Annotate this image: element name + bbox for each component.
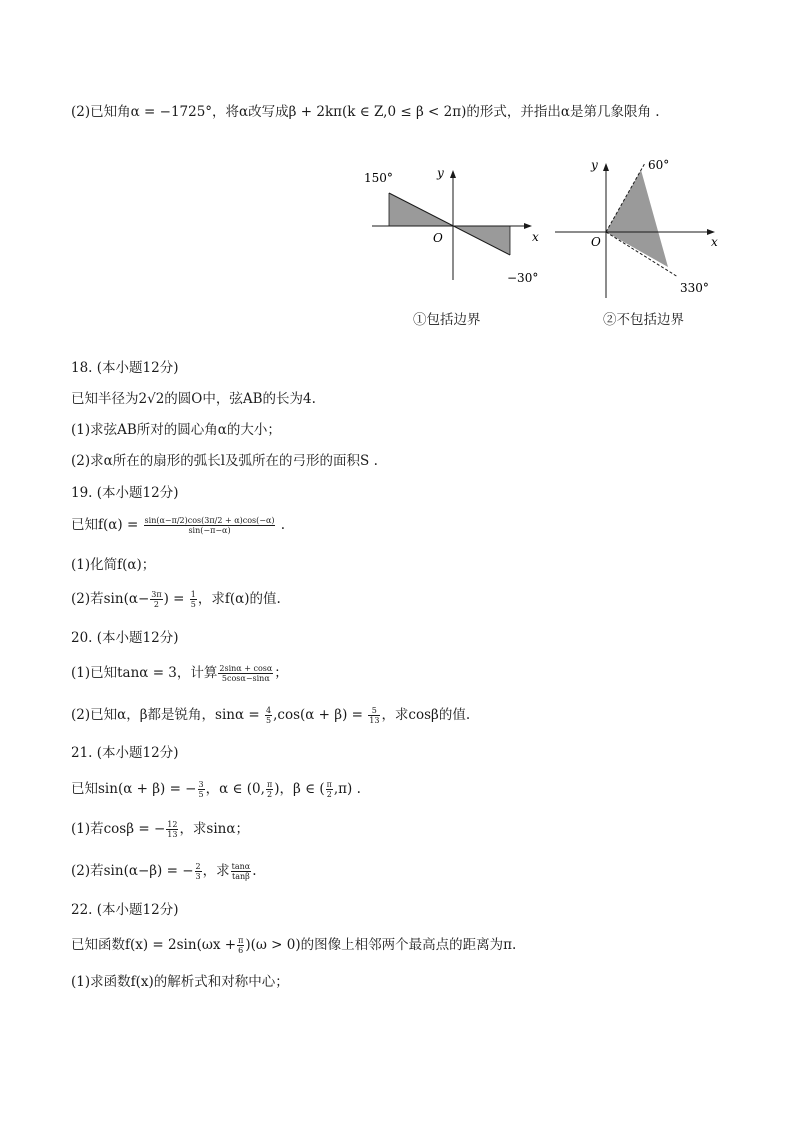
frac-num: 4 (266, 706, 272, 715)
q21-part1-suffix: ，求sinα； (179, 821, 249, 837)
frac-den: 13 (167, 830, 178, 839)
y-axis-arrow-icon (603, 163, 609, 171)
q22-stem (71, 936, 516, 955)
q22-stem-suffix: )(ω > 0)的图像上相邻两个最高点的距离为π. (245, 937, 517, 953)
frac-num: 1 (190, 590, 196, 599)
axis-y-label: y (437, 166, 444, 180)
q19-part2-prefix: (2)若sin(α− (71, 591, 150, 607)
q21-part2 (71, 862, 256, 881)
q21-stem (71, 780, 361, 799)
frac-num: 2 (195, 862, 201, 871)
frac-den: 2 (267, 790, 273, 799)
q21-stem-suffix: ,π) . (333, 781, 361, 797)
figure-1-angle-diagram (362, 160, 552, 300)
frac-den: 13 (369, 716, 380, 725)
frac-den: 2 (153, 600, 159, 609)
axis-x-label: x (532, 230, 539, 244)
q18-stem: 已知半径为2√2的圆O中，弦AB的长为4. (71, 391, 316, 407)
q20-part2-suffix: ，求cosβ的值. (381, 707, 471, 723)
q19-stem-suffix: . (280, 517, 286, 533)
q21-stem-mid1: ，α ∈ (0, (205, 781, 265, 797)
label-60: 60° (648, 158, 670, 172)
frac-num: 5 (368, 706, 380, 716)
q21-part1 (71, 820, 249, 839)
label-150: 150° (364, 171, 393, 185)
q21-part2-frac2 (231, 862, 252, 881)
q20-part1-suffix: ； (274, 665, 288, 681)
q20-part2 (71, 706, 470, 725)
q19-part2-mid: ) = (163, 591, 185, 607)
q20-part1 (71, 664, 288, 683)
origin-label: O (591, 235, 601, 249)
label-neg30: −30° (507, 271, 539, 285)
frac-den: 5cosα−sinα (221, 674, 270, 683)
figure-2-angle-diagram (550, 150, 730, 300)
q19-part2 (71, 590, 281, 609)
q20-part2-prefix: (2)已知α，β都是锐角，sinα = (71, 707, 260, 723)
frac-den: 5 (198, 790, 204, 799)
q19-frac-denominator: sin(−π−α) (188, 526, 231, 535)
frac-den: tanβ (232, 872, 250, 881)
frac-num: 2sinα + cosα (219, 664, 273, 673)
axis-x-label: x (711, 235, 718, 249)
frac-num: π (266, 780, 273, 789)
q20-part1-prefix: (1)已知tanα = 3，计算 (71, 665, 218, 681)
frac-den: 2 (326, 790, 332, 799)
q19-header: 19. (本小题12分) (71, 485, 179, 501)
q20-header: 20. (本小题12分) (71, 630, 179, 646)
axis-y-label: y (591, 158, 598, 172)
q21-header: 21. (本小题12分) (71, 745, 179, 761)
figure-2-caption: ②不包括边界 (603, 312, 684, 328)
q20-part1-frac (218, 664, 273, 683)
q21-part2-frac (195, 862, 202, 881)
q22-stem-prefix: 已知函数f(x) = 2sin(ωx + (71, 937, 237, 953)
q20-part2-frac1 (265, 706, 272, 725)
q21-part1-prefix: (1)若cosβ = − (71, 821, 166, 837)
q19-part1: (1)化简f(α)； (71, 557, 156, 573)
q19-part2-value-frac (190, 590, 197, 609)
q21-stem-frac2 (266, 780, 273, 799)
y-axis-arrow-icon (450, 170, 456, 178)
q18-part2: (2)求α所在的扇形的弧长l及弧所在的弓形的面积S . (71, 453, 378, 469)
q19-part2-frac (150, 590, 162, 609)
frac-num: 12 (167, 820, 178, 829)
q21-part2-prefix: (2)若sin(α−β) = − (71, 863, 194, 879)
q21-stem-prefix: 已知sin(α + β) = − (71, 781, 197, 797)
q18-part1: (1)求弦AB所对的圆心角α的大小； (71, 422, 281, 438)
figure-1-caption: ①包括边界 (413, 312, 481, 328)
shaded-region-sector (606, 170, 668, 267)
q19-stem (71, 516, 285, 535)
frac-den: 6 (238, 946, 244, 955)
frac-num: 3 (198, 780, 204, 789)
label-330: 330° (680, 281, 709, 295)
q19-part2-suffix: ，求f(α)的值. (197, 591, 281, 607)
q20-part2-frac2 (368, 706, 380, 725)
frac-num: π (326, 780, 332, 789)
origin-label: O (433, 231, 443, 245)
q19-frac-numerator: sin(α−π/2)cos(3π/2 + α)cos(−α) (144, 516, 275, 525)
q21-part2-suffix: . (252, 863, 257, 879)
q21-part2-mid: ，求 (202, 863, 230, 879)
q20-part2-mid: ,cos(α + β) = (273, 707, 363, 723)
q21-stem-frac1 (198, 780, 205, 799)
q21-stem-frac3 (326, 780, 333, 799)
frac-num: tanα (231, 862, 251, 871)
q21-part1-frac (166, 820, 178, 839)
frac-num: 3π (151, 590, 162, 599)
q19-fraction (144, 516, 276, 535)
q22-stem-frac (237, 936, 244, 955)
q18-header: 18. (本小题12分) (71, 360, 179, 376)
q17-part2: (2)已知角α = −1725°，将α改写成β + 2kπ(k ∈ Z,0 ≤ β < 2π)的形式，并指出α是第几象限角 . (71, 104, 660, 120)
x-axis-arrow-icon (524, 223, 532, 229)
frac-den: 5 (190, 600, 196, 609)
q19-stem-prefix: 已知f(α) = (71, 517, 139, 533)
frac-den: 3 (195, 872, 201, 881)
q22-header: 22. (本小题12分) (71, 902, 179, 918)
frac-den: 5 (266, 716, 272, 725)
frac-num: π (238, 936, 244, 945)
q22-part1: (1)求函数f(x)的解析式和对称中心； (71, 974, 289, 990)
q21-stem-mid2: )，β ∈ ( (274, 781, 325, 797)
